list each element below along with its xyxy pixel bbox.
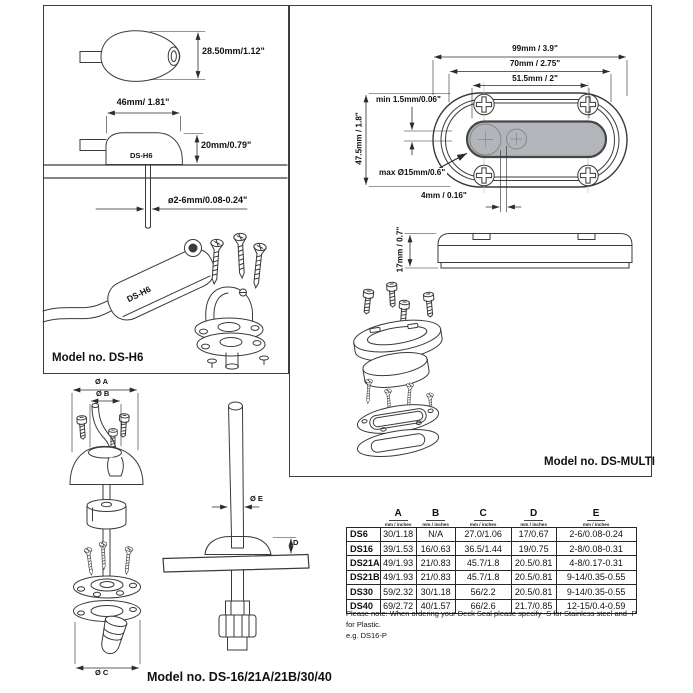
value-cell: 59/2.32 <box>380 585 416 599</box>
swivel-base <box>195 287 269 369</box>
screw-icon <box>361 289 374 315</box>
screw-icon <box>405 383 414 408</box>
dim-label-side-height: 20mm/0.79" <box>201 140 252 150</box>
screw-icon <box>250 243 267 289</box>
dim-label-top-height: 28.50mm/1.12" <box>202 46 265 56</box>
column-header-e: E mm / inches <box>556 503 636 527</box>
seal-block <box>361 349 430 392</box>
value-cell: 20.5/0.81 <box>511 585 556 599</box>
phillips-screw-icon <box>474 165 494 185</box>
value-cell: 2-6/0.08-0.24 <box>556 527 636 541</box>
value-cell: 21/0.83 <box>416 556 455 570</box>
dsmulti-plan-view <box>433 82 627 193</box>
ordering-note-line2: e.g. DS16-P <box>346 630 387 640</box>
value-cell: 39/1.53 <box>380 541 416 555</box>
screw-icon <box>387 282 398 307</box>
table-row-ds30 <box>347 585 637 599</box>
dim-label-side-width: 46mm/ 1.81" <box>116 97 170 107</box>
table-row-ds16 <box>347 541 637 555</box>
value-cell: 4-8/0.17-0.31 <box>556 556 636 570</box>
deck-board <box>163 555 309 573</box>
table-row-ds21b <box>347 570 637 584</box>
column-header-b: B mm / inches <box>416 503 455 527</box>
dim-label-max-cable: max Ø15mm/0.6" <box>379 168 446 177</box>
value-cell: 9-14/0.35-0.55 <box>556 585 636 599</box>
model-name-cell: DS21A <box>347 556 381 570</box>
part-label-dsh6-exploded: DS-H6 <box>125 283 153 305</box>
range-exploded-view <box>70 404 143 657</box>
screw-icon <box>118 413 129 437</box>
dim-label-inner-width: 51.5mm / 2" <box>490 74 580 83</box>
column-header-c: C mm / inches <box>455 503 511 527</box>
value-cell: 9-14/0.35-0.55 <box>556 570 636 584</box>
part-label-dsh6-side: DS-H6 <box>130 151 153 160</box>
dim-label-dia-e: Ø E <box>250 494 263 503</box>
table-corner-cell <box>347 503 381 527</box>
spec-table <box>346 503 637 614</box>
value-cell: 30/1.18 <box>416 585 455 599</box>
dim-label-cable-dia: ø2-6mm/0.08-0.24" <box>168 195 248 205</box>
dim-label-height: 47.5mm / 1.8" <box>354 112 364 165</box>
dsmulti-drawing <box>351 57 632 461</box>
thru-fitting <box>185 240 202 257</box>
model-label-ds-range: Model no. DS-16/21A/21B/30/40 <box>147 670 332 684</box>
value-cell: 49/1.93 <box>380 570 416 584</box>
dsh6-top-view <box>80 31 180 82</box>
value-cell: 69/2.72 <box>380 599 416 613</box>
model-name-cell: DS40 <box>347 599 381 613</box>
value-cell: 17/0.67 <box>511 527 556 541</box>
value-cell: 21/0.83 <box>416 570 455 584</box>
dsh6-exploded-view <box>43 233 269 369</box>
cable-tube <box>229 406 244 536</box>
value-cell: 49/1.93 <box>380 556 416 570</box>
cover-shell <box>102 243 220 326</box>
ds-range-drawing <box>70 390 309 668</box>
value-cell: 45.7/1.8 <box>455 556 511 570</box>
cable-tube <box>232 570 244 602</box>
phillips-screw-icon <box>578 165 598 185</box>
dim-label-dia-a: Ø A <box>95 377 109 386</box>
screw-icon <box>123 546 134 574</box>
value-cell: 40/1.57 <box>416 599 455 613</box>
table-header-row <box>347 503 637 527</box>
dim-label-hole-gap: 4mm / 0.16" <box>421 191 467 200</box>
model-label-dsh6: Model no. DS-H6 <box>52 352 144 364</box>
model-name-cell: DS21B <box>347 570 381 584</box>
table-row-ds21a <box>347 556 637 570</box>
ordering-note-line1: Please note: When ordering your Deck Seal please specify -S for Stainless steel and -P for Plastic. <box>346 609 637 629</box>
base-plate <box>74 576 141 598</box>
value-cell: 19/0.75 <box>511 541 556 555</box>
dsmulti-side-view <box>438 234 632 269</box>
value-cell: 12-15/0.4-0.59 <box>556 599 636 613</box>
screw-icon <box>84 547 95 575</box>
column-header-a: A mm / inches <box>380 503 416 527</box>
model-name-cell: DS30 <box>347 585 381 599</box>
screw-icon <box>77 415 88 439</box>
deck-section-lines <box>44 165 288 178</box>
dim-label-d: D <box>293 538 299 547</box>
model-name-cell: DS6 <box>347 527 381 541</box>
dsmulti-exploded-view <box>351 282 444 461</box>
cable-stub <box>80 140 106 151</box>
value-cell: 45.7/1.8 <box>455 570 511 584</box>
split-seal <box>87 500 126 530</box>
cable-stub <box>80 52 103 63</box>
value-cell: 56/2.2 <box>455 585 511 599</box>
phillips-screw-icon <box>578 94 598 114</box>
value-cell: 2-8/0.08-0.31 <box>556 541 636 555</box>
dim-label-side-height-multi: 17mm / 0.7" <box>395 226 405 273</box>
model-label-dsmulti: Model no. DS-MULTI <box>544 456 655 468</box>
value-cell: 20.5/0.81 <box>511 556 556 570</box>
screw-icon <box>99 542 108 570</box>
value-cell: 36.5/1.44 <box>455 541 511 555</box>
phillips-screw-icon <box>474 94 494 114</box>
dim-label-outer-width: 99mm / 3.9" <box>490 44 580 53</box>
value-cell: 20.5/0.81 <box>511 570 556 584</box>
dome-on-deck <box>205 537 271 555</box>
dim-label-dia-b: Ø B <box>96 389 110 398</box>
dsh6-drawing <box>43 31 287 369</box>
value-cell: 21.7/0.85 <box>511 599 556 613</box>
table-row-ds6 <box>347 527 637 541</box>
screw-icon <box>423 292 435 317</box>
range-side-view <box>163 402 309 650</box>
value-cell: 66/2.6 <box>455 599 511 613</box>
below-deck-connector <box>219 601 256 650</box>
screw-icon <box>234 233 249 278</box>
dim-label-min-edge: min 1.5mm/0.06" <box>376 95 441 104</box>
cable-through-deck <box>146 165 151 228</box>
column-header-d: D mm / inches <box>511 503 556 527</box>
value-cell: 30/1.18 <box>380 527 416 541</box>
dim-label-mid-width: 70mm / 2.75" <box>490 59 580 68</box>
model-name-cell: DS16 <box>347 541 381 555</box>
dim-label-dia-c: Ø C <box>95 668 109 677</box>
value-cell: N/A <box>416 527 455 541</box>
dome-housing <box>70 446 143 484</box>
value-cell: 16/0.63 <box>416 541 455 555</box>
ordering-note <box>346 609 646 642</box>
value-cell: 27.0/1.06 <box>455 527 511 541</box>
